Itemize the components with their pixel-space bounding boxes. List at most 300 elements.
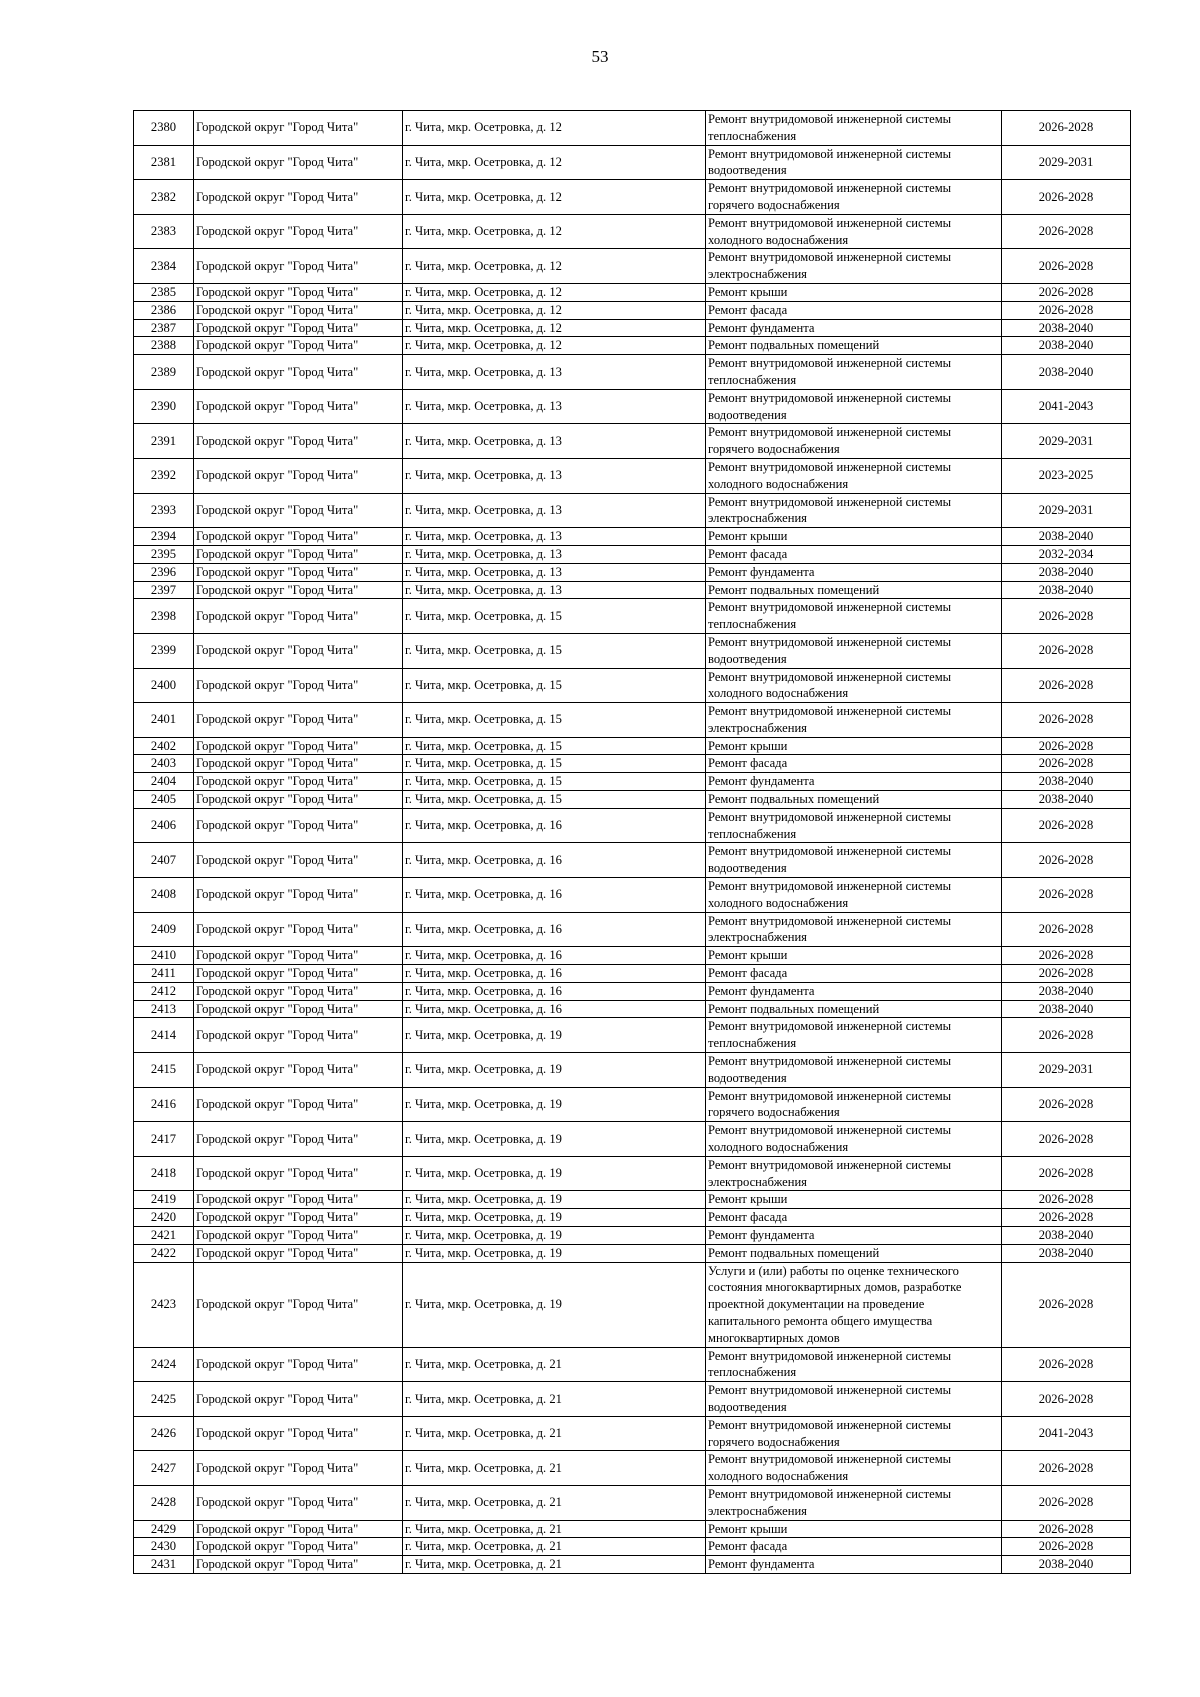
address-cell: г. Чита, мкр. Осетровка, д. 13 [403, 355, 706, 390]
table-row [134, 145, 1131, 180]
address-cell: г. Чита, мкр. Осетровка, д. 16 [403, 982, 706, 1000]
municipality-cell: Городской округ "Город Чита" [194, 703, 403, 738]
period-cell: 2038-2040 [1002, 982, 1131, 1000]
period-cell: 2029-2031 [1002, 145, 1131, 180]
address-cell: г. Чита, мкр. Осетровка, д. 19 [403, 1227, 706, 1245]
municipality-cell: Городской округ "Город Чита" [194, 878, 403, 913]
address-cell: г. Чита, мкр. Осетровка, д. 13 [403, 493, 706, 528]
municipality-cell: Городской округ "Город Чита" [194, 668, 403, 703]
row-number-cell: 2410 [134, 947, 194, 965]
row-number-cell: 2391 [134, 424, 194, 459]
period-cell: 2026-2028 [1002, 1018, 1131, 1053]
table-row [134, 1209, 1131, 1227]
table-row [134, 791, 1131, 809]
period-cell: 2038-2040 [1002, 773, 1131, 791]
municipality-cell: Городской округ "Город Чита" [194, 912, 403, 947]
row-number-cell: 2389 [134, 355, 194, 390]
address-cell: г. Чита, мкр. Осетровка, д. 12 [403, 214, 706, 249]
row-number-cell: 2413 [134, 1000, 194, 1018]
municipality-cell: Городской округ "Город Чита" [194, 424, 403, 459]
row-number-cell: 2417 [134, 1122, 194, 1157]
row-number-cell: 2407 [134, 843, 194, 878]
row-number-cell: 2431 [134, 1556, 194, 1574]
period-cell: 2026-2028 [1002, 878, 1131, 913]
table-body [134, 111, 1131, 1574]
municipality-cell: Городской округ "Город Чита" [194, 1382, 403, 1417]
municipality-cell: Городской округ "Город Чита" [194, 1520, 403, 1538]
municipality-cell: Городской округ "Город Чита" [194, 458, 403, 493]
work-type-cell: Ремонт внутридомовой инженерной системы водоотведения [706, 389, 1002, 424]
row-number-cell: 2393 [134, 493, 194, 528]
row-number-cell: 2380 [134, 111, 194, 146]
municipality-cell: Городской округ "Город Чита" [194, 633, 403, 668]
period-cell: 2026-2028 [1002, 947, 1131, 965]
address-cell: г. Чита, мкр. Осетровка, д. 13 [403, 424, 706, 459]
address-cell: г. Чита, мкр. Осетровка, д. 19 [403, 1209, 706, 1227]
row-number-cell: 2412 [134, 982, 194, 1000]
work-type-cell: Ремонт фундамента [706, 319, 1002, 337]
table-row [134, 1053, 1131, 1088]
row-number-cell: 2429 [134, 1520, 194, 1538]
row-number-cell: 2405 [134, 791, 194, 809]
table-row [134, 703, 1131, 738]
work-type-cell: Ремонт фасада [706, 755, 1002, 773]
work-type-cell: Ремонт фасада [706, 965, 1002, 983]
period-cell: 2026-2028 [1002, 737, 1131, 755]
work-type-cell: Ремонт внутридомовой инженерной системы водоотведения [706, 843, 1002, 878]
address-cell: г. Чита, мкр. Осетровка, д. 12 [403, 249, 706, 284]
address-cell: г. Чита, мкр. Осетровка, д. 21 [403, 1347, 706, 1382]
address-cell: г. Чита, мкр. Осетровка, д. 21 [403, 1556, 706, 1574]
address-cell: г. Чита, мкр. Осетровка, д. 21 [403, 1485, 706, 1520]
municipality-cell: Городской округ "Город Чита" [194, 1451, 403, 1486]
municipality-cell: Городской округ "Город Чита" [194, 528, 403, 546]
work-type-cell: Ремонт внутридомовой инженерной системы электроснабжения [706, 912, 1002, 947]
municipality-cell: Городской округ "Город Чита" [194, 1209, 403, 1227]
row-number-cell: 2430 [134, 1538, 194, 1556]
work-type-cell: Ремонт крыши [706, 528, 1002, 546]
row-number-cell: 2397 [134, 581, 194, 599]
municipality-cell: Городской округ "Город Чита" [194, 947, 403, 965]
municipality-cell: Городской округ "Город Чита" [194, 1262, 403, 1347]
row-number-cell: 2415 [134, 1053, 194, 1088]
table-row [134, 1538, 1131, 1556]
address-cell: г. Чита, мкр. Осетровка, д. 15 [403, 599, 706, 634]
table-row [134, 1416, 1131, 1451]
period-cell: 2026-2028 [1002, 180, 1131, 215]
address-cell: г. Чита, мкр. Осетровка, д. 12 [403, 145, 706, 180]
work-type-cell: Ремонт внутридомовой инженерной системы теплоснабжения [706, 599, 1002, 634]
row-number-cell: 2383 [134, 214, 194, 249]
row-number-cell: 2404 [134, 773, 194, 791]
municipality-cell: Городской округ "Город Чита" [194, 389, 403, 424]
address-cell: г. Чита, мкр. Осетровка, д. 15 [403, 755, 706, 773]
table-row [134, 1018, 1131, 1053]
municipality-cell: Городской округ "Город Чита" [194, 493, 403, 528]
work-type-cell: Ремонт внутридомовой инженерной системы холодного водоснабжения [706, 458, 1002, 493]
work-type-cell: Ремонт внутридомовой инженерной системы водоотведения [706, 1382, 1002, 1417]
table-row [134, 912, 1131, 947]
row-number-cell: 2396 [134, 563, 194, 581]
address-cell: г. Чита, мкр. Осетровка, д. 19 [403, 1018, 706, 1053]
period-cell: 2026-2028 [1002, 1520, 1131, 1538]
table-row [134, 808, 1131, 843]
period-cell: 2029-2031 [1002, 1053, 1131, 1088]
row-number-cell: 2414 [134, 1018, 194, 1053]
row-number-cell: 2426 [134, 1416, 194, 1451]
table-row [134, 1347, 1131, 1382]
row-number-cell: 2406 [134, 808, 194, 843]
municipality-cell: Городской округ "Город Чита" [194, 1087, 403, 1122]
address-cell: г. Чита, мкр. Осетровка, д. 19 [403, 1244, 706, 1262]
period-cell: 2026-2028 [1002, 1087, 1131, 1122]
address-cell: г. Чита, мкр. Осетровка, д. 19 [403, 1191, 706, 1209]
page-number: 53 [591, 47, 609, 66]
work-type-cell: Услуги и (или) работы по оценке технического состояния многоквартирных домов, разработке проектной документации на проведение капитального ремонта общего имущества многоквартирных домов [706, 1262, 1002, 1347]
table-row [134, 668, 1131, 703]
row-number-cell: 2425 [134, 1382, 194, 1417]
table-row [134, 355, 1131, 390]
period-cell: 2026-2028 [1002, 1538, 1131, 1556]
work-type-cell: Ремонт внутридомовой инженерной системы холодного водоснабжения [706, 1451, 1002, 1486]
period-cell: 2026-2028 [1002, 755, 1131, 773]
period-cell: 2026-2028 [1002, 668, 1131, 703]
period-cell: 2038-2040 [1002, 563, 1131, 581]
work-type-cell: Ремонт фасада [706, 545, 1002, 563]
work-type-cell: Ремонт внутридомовой инженерной системы электроснабжения [706, 703, 1002, 738]
table-row [134, 1191, 1131, 1209]
municipality-cell: Городской округ "Город Чита" [194, 1191, 403, 1209]
address-cell: г. Чита, мкр. Осетровка, д. 19 [403, 1122, 706, 1157]
address-cell: г. Чита, мкр. Осетровка, д. 15 [403, 703, 706, 738]
municipality-cell: Городской округ "Город Чита" [194, 545, 403, 563]
table-row [134, 1262, 1131, 1347]
work-type-cell: Ремонт крыши [706, 947, 1002, 965]
row-number-cell: 2424 [134, 1347, 194, 1382]
row-number-cell: 2422 [134, 1244, 194, 1262]
municipality-cell: Городской округ "Город Чита" [194, 965, 403, 983]
table-row [134, 599, 1131, 634]
address-cell: г. Чита, мкр. Осетровка, д. 19 [403, 1262, 706, 1347]
address-cell: г. Чита, мкр. Осетровка, д. 21 [403, 1538, 706, 1556]
row-number-cell: 2423 [134, 1262, 194, 1347]
municipality-cell: Городской округ "Город Чита" [194, 283, 403, 301]
address-cell: г. Чита, мкр. Осетровка, д. 15 [403, 773, 706, 791]
address-cell: г. Чита, мкр. Осетровка, д. 12 [403, 301, 706, 319]
period-cell: 2029-2031 [1002, 493, 1131, 528]
period-cell: 2026-2028 [1002, 111, 1131, 146]
period-cell: 2026-2028 [1002, 1122, 1131, 1157]
table-row [134, 755, 1131, 773]
period-cell: 2041-2043 [1002, 1416, 1131, 1451]
table-row [134, 389, 1131, 424]
table-row [134, 493, 1131, 528]
municipality-cell: Городской округ "Город Чита" [194, 1000, 403, 1018]
work-type-cell: Ремонт внутридомовой инженерной системы теплоснабжения [706, 111, 1002, 146]
period-cell: 2026-2028 [1002, 1262, 1131, 1347]
municipality-cell: Городской округ "Город Чита" [194, 737, 403, 755]
address-cell: г. Чита, мкр. Осетровка, д. 12 [403, 283, 706, 301]
work-type-cell: Ремонт внутридомовой инженерной системы холодного водоснабжения [706, 1122, 1002, 1157]
row-number-cell: 2382 [134, 180, 194, 215]
municipality-cell: Городской округ "Город Чита" [194, 755, 403, 773]
row-number-cell: 2384 [134, 249, 194, 284]
work-type-cell: Ремонт внутридомовой инженерной системы холодного водоснабжения [706, 878, 1002, 913]
table-row [134, 773, 1131, 791]
table-row [134, 1227, 1131, 1245]
table-row [134, 319, 1131, 337]
period-cell: 2038-2040 [1002, 1000, 1131, 1018]
table-row [134, 214, 1131, 249]
table-row [134, 1556, 1131, 1574]
municipality-cell: Городской округ "Город Чита" [194, 1227, 403, 1245]
row-number-cell: 2400 [134, 668, 194, 703]
municipality-cell: Городской округ "Город Чита" [194, 1416, 403, 1451]
municipality-cell: Городской округ "Город Чита" [194, 599, 403, 634]
period-cell: 2026-2028 [1002, 1485, 1131, 1520]
work-type-cell: Ремонт подвальных помещений [706, 1000, 1002, 1018]
municipality-cell: Городской округ "Город Чита" [194, 1018, 403, 1053]
period-cell: 2026-2028 [1002, 214, 1131, 249]
period-cell: 2026-2028 [1002, 843, 1131, 878]
period-cell: 2026-2028 [1002, 633, 1131, 668]
row-number-cell: 2386 [134, 301, 194, 319]
municipality-cell: Городской округ "Город Чита" [194, 1122, 403, 1157]
table-row [134, 458, 1131, 493]
address-cell: г. Чита, мкр. Осетровка, д. 13 [403, 563, 706, 581]
table-row [134, 111, 1131, 146]
municipality-cell: Городской округ "Город Чита" [194, 843, 403, 878]
period-cell: 2038-2040 [1002, 355, 1131, 390]
row-number-cell: 2409 [134, 912, 194, 947]
work-type-cell: Ремонт внутридомовой инженерной системы холодного водоснабжения [706, 214, 1002, 249]
work-type-cell: Ремонт фасада [706, 1209, 1002, 1227]
table-row [134, 982, 1131, 1000]
work-type-cell: Ремонт внутридомовой инженерной системы горячего водоснабжения [706, 1087, 1002, 1122]
table-row [134, 633, 1131, 668]
table-row [134, 947, 1131, 965]
row-number-cell: 2387 [134, 319, 194, 337]
work-type-cell: Ремонт внутридомовой инженерной системы водоотведения [706, 633, 1002, 668]
table-row [134, 737, 1131, 755]
work-type-cell: Ремонт фасада [706, 301, 1002, 319]
period-cell: 2026-2028 [1002, 965, 1131, 983]
address-cell: г. Чита, мкр. Осетровка, д. 21 [403, 1382, 706, 1417]
row-number-cell: 2399 [134, 633, 194, 668]
table-row [134, 337, 1131, 355]
municipality-cell: Городской округ "Город Чита" [194, 145, 403, 180]
work-type-cell: Ремонт внутридомовой инженерной системы горячего водоснабжения [706, 1416, 1002, 1451]
municipality-cell: Городской округ "Город Чита" [194, 180, 403, 215]
address-cell: г. Чита, мкр. Осетровка, д. 13 [403, 545, 706, 563]
row-number-cell: 2385 [134, 283, 194, 301]
table-row [134, 545, 1131, 563]
row-number-cell: 2428 [134, 1485, 194, 1520]
period-cell: 2029-2031 [1002, 424, 1131, 459]
period-cell: 2023-2025 [1002, 458, 1131, 493]
address-cell: г. Чита, мкр. Осетровка, д. 12 [403, 111, 706, 146]
table-row [134, 1000, 1131, 1018]
table-row [134, 1156, 1131, 1191]
address-cell: г. Чита, мкр. Осетровка, д. 12 [403, 180, 706, 215]
row-number-cell: 2388 [134, 337, 194, 355]
work-type-cell: Ремонт фасада [706, 1538, 1002, 1556]
address-cell: г. Чита, мкр. Осетровка, д. 16 [403, 843, 706, 878]
row-number-cell: 2401 [134, 703, 194, 738]
work-type-cell: Ремонт крыши [706, 283, 1002, 301]
work-type-cell: Ремонт фундамента [706, 1227, 1002, 1245]
address-cell: г. Чита, мкр. Осетровка, д. 19 [403, 1053, 706, 1088]
address-cell: г. Чита, мкр. Осетровка, д. 16 [403, 912, 706, 947]
table-row [134, 283, 1131, 301]
table-row [134, 1520, 1131, 1538]
period-cell: 2038-2040 [1002, 581, 1131, 599]
row-number-cell: 2418 [134, 1156, 194, 1191]
row-number-cell: 2390 [134, 389, 194, 424]
municipality-cell: Городской округ "Город Чита" [194, 1053, 403, 1088]
address-cell: г. Чита, мкр. Осетровка, д. 13 [403, 458, 706, 493]
work-type-cell: Ремонт фундамента [706, 982, 1002, 1000]
period-cell: 2026-2028 [1002, 1156, 1131, 1191]
table-row [134, 528, 1131, 546]
period-cell: 2026-2028 [1002, 249, 1131, 284]
period-cell: 2038-2040 [1002, 337, 1131, 355]
address-cell: г. Чита, мкр. Осетровка, д. 21 [403, 1416, 706, 1451]
period-cell: 2026-2028 [1002, 1191, 1131, 1209]
municipality-cell: Городской округ "Город Чита" [194, 982, 403, 1000]
address-cell: г. Чита, мкр. Осетровка, д. 21 [403, 1520, 706, 1538]
period-cell: 2026-2028 [1002, 912, 1131, 947]
table-row [134, 424, 1131, 459]
address-cell: г. Чита, мкр. Осетровка, д. 15 [403, 668, 706, 703]
work-type-cell: Ремонт внутридомовой инженерной системы теплоснабжения [706, 355, 1002, 390]
period-cell: 2026-2028 [1002, 1209, 1131, 1227]
table-row [134, 1087, 1131, 1122]
work-type-cell: Ремонт крыши [706, 1520, 1002, 1538]
municipality-cell: Городской округ "Город Чита" [194, 1538, 403, 1556]
address-cell: г. Чита, мкр. Осетровка, д. 21 [403, 1451, 706, 1486]
work-type-cell: Ремонт внутридомовой инженерной системы электроснабжения [706, 1485, 1002, 1520]
row-number-cell: 2398 [134, 599, 194, 634]
table-row [134, 249, 1131, 284]
table-row [134, 1122, 1131, 1157]
period-cell: 2026-2028 [1002, 703, 1131, 738]
municipality-cell: Городской округ "Город Чита" [194, 337, 403, 355]
work-type-cell: Ремонт внутридомовой инженерной системы электроснабжения [706, 1156, 1002, 1191]
row-number-cell: 2419 [134, 1191, 194, 1209]
address-cell: г. Чита, мкр. Осетровка, д. 16 [403, 808, 706, 843]
period-cell: 2041-2043 [1002, 389, 1131, 424]
municipality-cell: Городской округ "Город Чита" [194, 249, 403, 284]
table-row [134, 180, 1131, 215]
row-number-cell: 2394 [134, 528, 194, 546]
row-number-cell: 2402 [134, 737, 194, 755]
address-cell: г. Чита, мкр. Осетровка, д. 16 [403, 878, 706, 913]
period-cell: 2026-2028 [1002, 808, 1131, 843]
repair-schedule-table [133, 110, 1131, 1574]
row-number-cell: 2381 [134, 145, 194, 180]
municipality-cell: Городской округ "Город Чита" [194, 1244, 403, 1262]
work-type-cell: Ремонт внутридомовой инженерной системы горячего водоснабжения [706, 424, 1002, 459]
address-cell: г. Чита, мкр. Осетровка, д. 13 [403, 528, 706, 546]
address-cell: г. Чита, мкр. Осетровка, д. 12 [403, 319, 706, 337]
table-row [134, 878, 1131, 913]
municipality-cell: Городской округ "Город Чита" [194, 1156, 403, 1191]
address-cell: г. Чита, мкр. Осетровка, д. 15 [403, 791, 706, 809]
work-type-cell: Ремонт подвальных помещений [706, 337, 1002, 355]
period-cell: 2038-2040 [1002, 528, 1131, 546]
work-type-cell: Ремонт внутридомовой инженерной системы горячего водоснабжения [706, 180, 1002, 215]
municipality-cell: Городской округ "Город Чита" [194, 1556, 403, 1574]
address-cell: г. Чита, мкр. Осетровка, д. 15 [403, 633, 706, 668]
row-number-cell: 2395 [134, 545, 194, 563]
table-row [134, 965, 1131, 983]
municipality-cell: Городской округ "Город Чита" [194, 111, 403, 146]
municipality-cell: Городской округ "Город Чита" [194, 1347, 403, 1382]
table-row [134, 1451, 1131, 1486]
work-type-cell: Ремонт внутридомовой инженерной системы теплоснабжения [706, 808, 1002, 843]
table-row [134, 843, 1131, 878]
row-number-cell: 2420 [134, 1209, 194, 1227]
address-cell: г. Чита, мкр. Осетровка, д. 19 [403, 1087, 706, 1122]
work-type-cell: Ремонт внутридомовой инженерной системы водоотведения [706, 1053, 1002, 1088]
address-cell: г. Чита, мкр. Осетровка, д. 13 [403, 581, 706, 599]
period-cell: 2038-2040 [1002, 1556, 1131, 1574]
table-row [134, 563, 1131, 581]
municipality-cell: Городской округ "Город Чита" [194, 808, 403, 843]
work-type-cell: Ремонт подвальных помещений [706, 791, 1002, 809]
period-cell: 2038-2040 [1002, 319, 1131, 337]
work-type-cell: Ремонт внутридомовой инженерной системы электроснабжения [706, 493, 1002, 528]
work-type-cell: Ремонт внутридомовой инженерной системы теплоснабжения [706, 1018, 1002, 1053]
work-type-cell: Ремонт крыши [706, 1191, 1002, 1209]
period-cell: 2026-2028 [1002, 301, 1131, 319]
period-cell: 2038-2040 [1002, 791, 1131, 809]
municipality-cell: Городской округ "Город Чита" [194, 581, 403, 599]
period-cell: 2026-2028 [1002, 1382, 1131, 1417]
row-number-cell: 2403 [134, 755, 194, 773]
period-cell: 2026-2028 [1002, 599, 1131, 634]
table-row [134, 581, 1131, 599]
address-cell: г. Чита, мкр. Осетровка, д. 16 [403, 1000, 706, 1018]
period-cell: 2038-2040 [1002, 1227, 1131, 1245]
table-row [134, 1382, 1131, 1417]
table-row [134, 1244, 1131, 1262]
municipality-cell: Городской округ "Город Чита" [194, 563, 403, 581]
row-number-cell: 2427 [134, 1451, 194, 1486]
work-type-cell: Ремонт подвальных помещений [706, 1244, 1002, 1262]
work-type-cell: Ремонт внутридомовой инженерной системы холодного водоснабжения [706, 668, 1002, 703]
address-cell: г. Чита, мкр. Осетровка, д. 13 [403, 389, 706, 424]
work-type-cell: Ремонт внутридомовой инженерной системы теплоснабжения [706, 1347, 1002, 1382]
municipality-cell: Городской округ "Город Чита" [194, 301, 403, 319]
address-cell: г. Чита, мкр. Осетровка, д. 15 [403, 737, 706, 755]
municipality-cell: Городской округ "Город Чита" [194, 791, 403, 809]
period-cell: 2032-2034 [1002, 545, 1131, 563]
work-type-cell: Ремонт фундамента [706, 563, 1002, 581]
work-type-cell: Ремонт фундамента [706, 1556, 1002, 1574]
municipality-cell: Городской округ "Город Чита" [194, 214, 403, 249]
period-cell: 2038-2040 [1002, 1244, 1131, 1262]
period-cell: 2026-2028 [1002, 283, 1131, 301]
municipality-cell: Городской округ "Город Чита" [194, 319, 403, 337]
period-cell: 2026-2028 [1002, 1451, 1131, 1486]
period-cell: 2026-2028 [1002, 1347, 1131, 1382]
work-type-cell: Ремонт крыши [706, 737, 1002, 755]
municipality-cell: Городской округ "Город Чита" [194, 773, 403, 791]
address-cell: г. Чита, мкр. Осетровка, д. 12 [403, 337, 706, 355]
work-type-cell: Ремонт фундамента [706, 773, 1002, 791]
